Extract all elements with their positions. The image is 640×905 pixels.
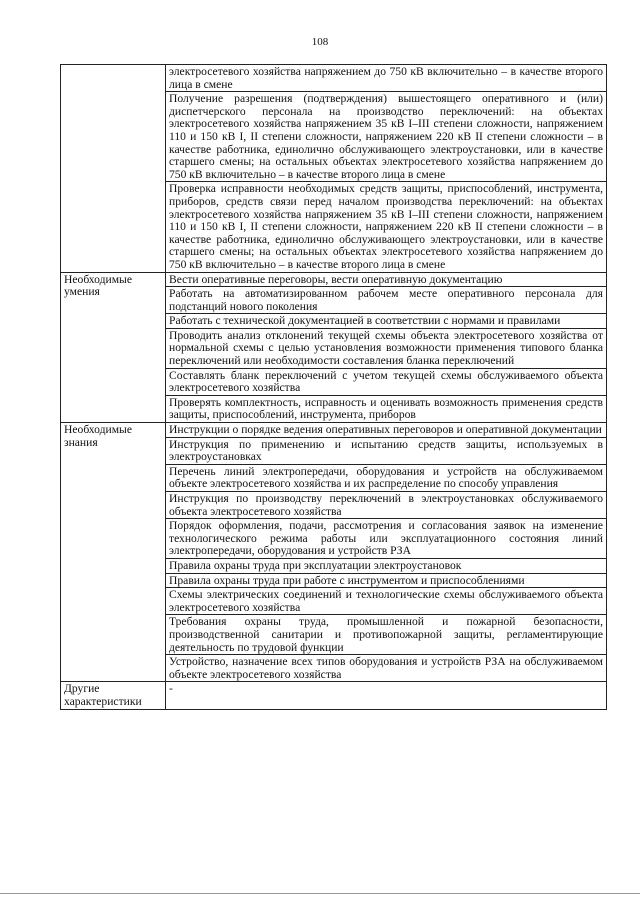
table-cell: Перечень линий электропередачи, оборудования и устройств на обслуживаемом объекте электросетевого хозяйства и их распределение по способу управления — [166, 464, 607, 491]
table-cell: Правила охраны труда при работе с инструментом и приспособлениями — [166, 573, 607, 588]
table-cell: Проверка исправности необходимых средств защиты, приспособлений, инструмента, приборов, средств связи перед началом производства переключений: на объектах электросетевого хозяйства напряжением 35 кВ I–III степени сложности, напряжением 110 и 150 кВ I, II степени сложности, напряжением 220 кВ II степени сложности – в качестве работника, единолично обслуживающего электроустановки, или в качестве старшего смены; на остальных объектах электросетевого хозяйства напряжением до 750 кВ включительно – в качестве второго лица в смене — [166, 182, 607, 272]
section-label — [61, 65, 166, 273]
table-cell: Порядок оформления, подачи, рассмотрения и согласования заявок на изменение технологического режима работы или эксплуатационного состояния линий электропередачи, оборудования и устройств РЗА — [166, 519, 607, 559]
requirements-table — [60, 64, 607, 710]
table-cell: Вести оперативные переговоры, вести оперативную документацию — [166, 272, 607, 287]
table-cell: Инструкция по производству переключений в электроустановках обслуживаемого объекта электросетевого хозяйства — [166, 492, 607, 519]
table-cell: Получение разрешения (подтверждения) вышестоящего оперативного и (или) диспетчерского персонала на производство переключений: на объектах электросетевого хозяйства напряжением 35 кВ I–III степени сложности, напряжением 110 и 150 кВ I, II степени сложности, напряжением 220 кВ II степени сложности – в качестве работника, единолично обслуживающего электроустановки, или в качестве старшего смены; на остальных объектах электросетевого хозяйства напряжением до 750 кВ включительно – в качестве второго лица в смене — [166, 92, 607, 182]
table-cell: Инструкция по применению и испытанию средств защиты, используемых в электроустановках — [166, 437, 607, 464]
page-bottom-edge — [0, 893, 640, 894]
table-cell: Работать на автоматизированном рабочем месте оперативного персонала для подстанций нового поколения — [166, 287, 607, 314]
table-cell: Правила охраны труда при эксплуатации электроустановок — [166, 558, 607, 573]
table-cell: Составлять бланк переключений с учетом текущей схемы обслуживаемого объекта электросетевого хозяйства — [166, 368, 607, 395]
table-cell: Инструкции о порядке ведения оперативных переговоров и оперативной документации — [166, 423, 607, 438]
table-row — [61, 682, 607, 709]
page-number: 108 — [311, 36, 329, 48]
table-cell: электросетевого хозяйства напряжением до 750 кВ включительно – в качестве второго лица в смене — [166, 65, 607, 92]
table-cell: Схемы электрических соединений и технологические схемы обслуживаемого объекта электросетевого хозяйства — [166, 588, 607, 615]
table-cell: Работать с технической документацией в соответствии с нормами и правилами — [166, 314, 607, 329]
section-label-other: Другие характеристики — [61, 682, 166, 709]
table-row — [61, 423, 607, 438]
table-row — [61, 272, 607, 287]
section-label-skills: Необходимые умения — [61, 272, 166, 423]
table-row — [61, 65, 607, 92]
table-cell: Устройство, назначение всех типов оборудования и устройств РЗА на обслуживаемом объекте электросетевого хозяйства — [166, 655, 607, 682]
table-cell: - — [166, 682, 607, 709]
table-cell: Проверять комплектность, исправность и оценивать возможность применения средств защиты, приспособлений, инструмента, приборов — [166, 395, 607, 422]
table-cell: Проводить анализ отклонений текущей схемы объекта электросетевого хозяйства от нормальной схемы с целью установления возможности применения типового бланка переключений или необходимости составления бланка переключений — [166, 328, 607, 368]
section-label-knowledge: Необходимые знания — [61, 423, 166, 682]
table-cell: Требования охраны труда, промышленной и пожарной безопасности, производственной санитарии и противопожарной защиты, регламентирующие деятельность по трудовой функции — [166, 615, 607, 655]
